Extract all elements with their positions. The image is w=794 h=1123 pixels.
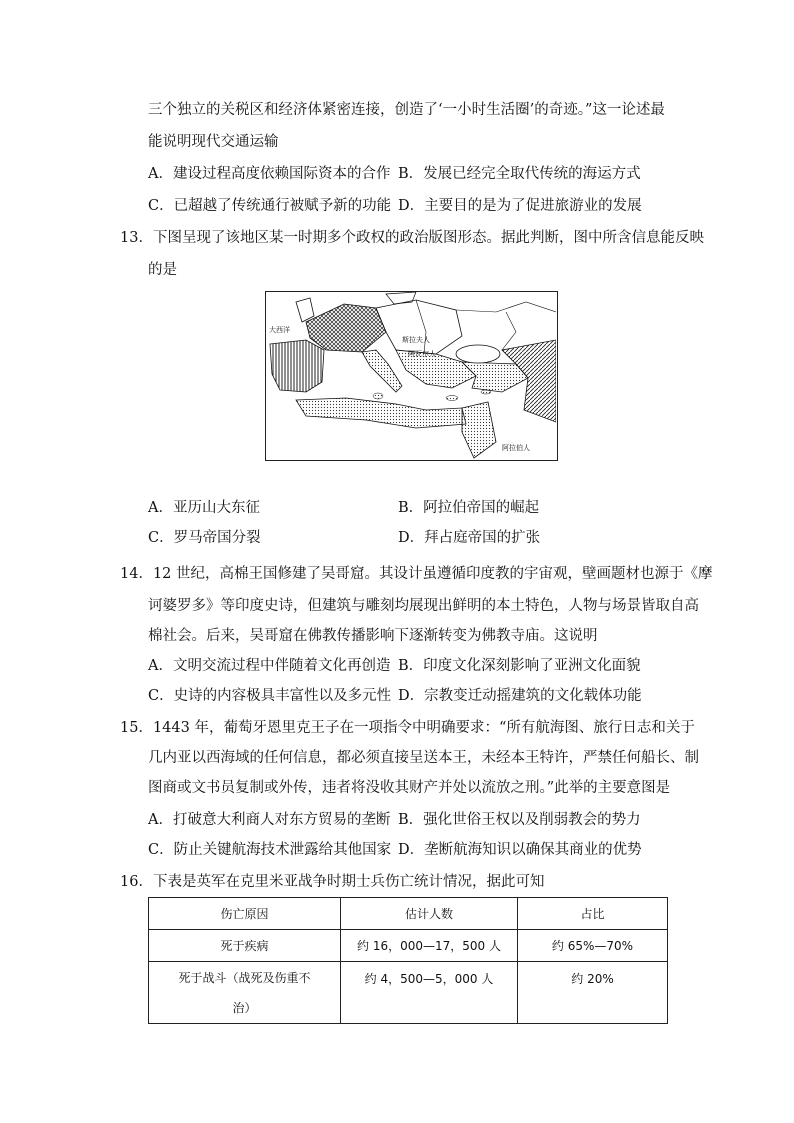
q12-option-a[interactable]: A．建设过程高度依赖国际资本的合作 [148,166,391,182]
q14-option-a[interactable]: A．文明交流过程中伴随着文化再创造 [148,658,391,674]
map-label-slavs: 斯拉夫人 [402,336,430,344]
q13-stem-line2: 的是 [148,262,177,278]
q12-stem-line1: 三个独立的关税区和经济体紧密连接，创造了‘一小时生活圈’的奇迹。”这一论述最 [148,102,665,118]
q15-option-c[interactable]: C．防止关键航海技术泄露给其他国家 [148,842,392,858]
q13-option-d[interactable]: D．拜占庭帝国的扩张 [398,530,541,546]
q13-stem-line1: 13．下图呈现了该地区某一时期多个政权的政治版图形态。据此判断，图中所含信息能反映 [120,230,704,246]
table-cell-count: 约 4，500—5，000 人 [341,962,518,1024]
q12-option-d[interactable]: D．主要目的是为了促进旅游业的发展 [398,198,642,214]
q14-stem-line2: 诃婆罗多》等印度史诗，但建筑与雕刻均展现出鲜明的本土特色，人物与场景皆取自高 [148,598,699,614]
map-label-arabs: 阿拉伯人 [502,444,530,452]
q13-option-b[interactable]: B．阿拉伯帝国的崛起 [398,500,540,516]
q14-stem-line1: 14．12 世纪，高棉王国修建了吴哥窟。其设计虽遵循印度教的宇宙观，壁画题材也源于《摩 [120,566,713,582]
q15-option-d[interactable]: D．垄断航海知识以确保其商业的优势 [398,842,642,858]
table-header-cause: 伤亡原因 [149,898,341,930]
table-cell-share: 约 20% [518,962,668,1024]
table-cell-cause-line1: 死于战斗（战死及伤重不 [178,970,311,985]
q15-stem-line3: 图商或文书员复制或外传，违者将没收其财产并处以流放之刑。”此举的主要意图是 [148,780,671,796]
table-header-count: 估计人数 [341,898,518,930]
q16-casualty-table [148,897,668,1024]
table-cell-cause: 死于疾病 [149,930,341,962]
table-row [149,930,668,962]
q15-stem-line1: 15．1443 年，葡萄牙恩里克王子在一项指令中明确要求：“所有航海图、旅行日志和关于 [120,720,695,736]
q14-option-d[interactable]: D．宗教变迁动摇建筑的文化载体功能 [398,688,642,704]
q14-option-b[interactable]: B．印度文化深刻影响了亚洲文化面貌 [398,658,641,674]
table-cell-cause [149,962,341,1024]
q12-option-c[interactable]: C．已超越了传统通行被赋予新的功能 [148,198,392,214]
q13-historical-map [265,291,558,461]
table-header-row [149,898,668,930]
q14-option-c[interactable]: C．史诗的内容极具丰富性以及多元性 [148,688,392,704]
map-label-atlantic: 大西洋 [269,326,290,334]
table-cell-share: 约 65%—70% [518,930,668,962]
q15-option-a[interactable]: A．打破意大利商人对东方贸易的垄断 [148,812,391,828]
q12-option-b[interactable]: B．发展已经完全取代传统的海运方式 [398,166,641,182]
q14-stem-line3: 棉社会。后来，吴哥窟在佛教传播影响下逐渐转变为佛教寺庙。这说明 [148,628,598,644]
q13-option-c[interactable]: C．罗马帝国分裂 [148,530,261,546]
table-header-share: 占比 [518,898,668,930]
table-row [149,962,668,1024]
q15-stem-line2: 几内亚以西海域的任何信息，都必须直接呈送本王，未经本王特许，严禁任何船长、制 [148,750,699,766]
q13-option-a[interactable]: A．亚历山大东征 [148,500,260,516]
map-label-avars: 阿瓦尔人 [408,350,436,358]
q12-stem-line2: 能说明现代交通运输 [148,134,279,150]
q15-option-b[interactable]: B．强化世俗王权以及削弱教会的势力 [398,812,641,828]
table-cell-cause-line2: 治） [232,1000,257,1015]
table-cell-count: 约 16，000—17，500 人 [341,930,518,962]
q16-stem-line1: 16．下表是英军在克里米亚战争时期士兵伤亡统计情况，据此可知 [120,874,545,890]
